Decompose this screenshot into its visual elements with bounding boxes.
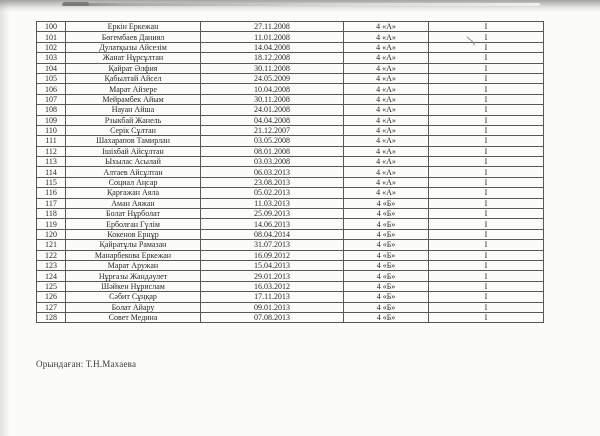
row-number-cell: 124: [37, 271, 66, 281]
mark-cell: I: [429, 198, 544, 208]
mark-cell: I: [429, 53, 544, 63]
student-name-cell: Социал Аңсар: [66, 177, 201, 187]
row-number-cell: 108: [37, 105, 66, 115]
table-row: [37, 115, 544, 125]
birth-date-cell: 24.05.2009: [201, 73, 344, 83]
row-number-cell: 118: [37, 209, 66, 219]
mark-cell: I: [429, 229, 544, 239]
mark-cell: I: [429, 281, 544, 291]
row-number-cell: 117: [37, 198, 66, 208]
birth-date-cell: 30.11.2008: [201, 63, 344, 73]
table-row: [37, 271, 544, 281]
grade-class-cell: 4 «А»: [344, 136, 429, 146]
student-name-cell: Сәбит Сұңқар: [66, 292, 201, 302]
student-name-cell: Совет Медина: [66, 312, 201, 322]
mark-cell: I: [429, 219, 544, 229]
mark-cell: I: [429, 157, 544, 167]
birth-date-cell: 18.12.2008: [201, 53, 344, 63]
grade-class-cell: 4 «Б»: [344, 271, 429, 281]
table-row: [37, 292, 544, 302]
birth-date-cell: 17.11.2013: [201, 292, 344, 302]
table-row: [37, 125, 544, 135]
birth-date-cell: 30.11.2008: [201, 94, 344, 104]
grade-class-cell: 4 «Б»: [344, 292, 429, 302]
birth-date-cell: 11.03.2013: [201, 198, 344, 208]
row-number-cell: 107: [37, 94, 66, 104]
student-name-cell: Серік Сұлтан: [66, 125, 201, 135]
mark-cell: I: [429, 136, 544, 146]
grade-class-cell: 4 «А»: [344, 84, 429, 94]
student-name-cell: Қайратұлы Рамазан: [66, 240, 201, 250]
row-number-cell: 121: [37, 240, 66, 250]
mark-cell: I: [429, 63, 544, 73]
table-row: [37, 63, 544, 73]
mark-cell: I: [429, 32, 544, 42]
grade-class-cell: 4 «А»: [344, 125, 429, 135]
birth-date-cell: 08.04.2014: [201, 229, 344, 239]
birth-date-cell: 14.04.2008: [201, 42, 344, 52]
grade-class-cell: 4 «Б»: [344, 312, 429, 322]
mark-cell: I: [429, 260, 544, 270]
student-name-cell: Манарбекова Еркежан: [66, 250, 201, 260]
grade-class-cell: 4 «А»: [344, 73, 429, 83]
mark-cell: I: [429, 73, 544, 83]
mark-cell: I: [429, 312, 544, 322]
birth-date-cell: 09.01.2013: [201, 302, 344, 312]
mark-cell: I: [429, 94, 544, 104]
grade-class-cell: 4 «А»: [344, 167, 429, 177]
birth-date-cell: 05.02.2013: [201, 188, 344, 198]
mark-cell: I: [429, 167, 544, 177]
mark-cell: I: [429, 146, 544, 156]
row-number-cell: 122: [37, 250, 66, 260]
table-row: [37, 136, 544, 146]
scanner-left-shading: [0, 0, 10, 436]
grade-class-cell: 4 «Б»: [344, 250, 429, 260]
birth-date-cell: 15.04.2013: [201, 260, 344, 270]
row-number-cell: 110: [37, 125, 66, 135]
student-name-cell: Кокенов Ернұр: [66, 229, 201, 239]
scanner-streak-artifact: [62, 3, 540, 6]
mark-cell: I: [429, 188, 544, 198]
table-row: [37, 177, 544, 187]
row-number-cell: 109: [37, 115, 66, 125]
grade-class-cell: 4 «Б»: [344, 260, 429, 270]
table-row: [37, 105, 544, 115]
grade-class-cell: 4 «А»: [344, 53, 429, 63]
student-name-cell: Болат Нұрболат: [66, 209, 201, 219]
student-name-cell: Ішіхбай Айсұлтан: [66, 146, 201, 156]
student-name-cell: Рзыкбай Жанель: [66, 115, 201, 125]
birth-date-cell: 29.01.2013: [201, 271, 344, 281]
student-name-cell: Ыхылас Асылай: [66, 157, 201, 167]
grade-class-cell: 4 «А»: [344, 115, 429, 125]
table-row: [37, 229, 544, 239]
grade-class-cell: 4 «А»: [344, 94, 429, 104]
student-name-cell: Марат Айзере: [66, 84, 201, 94]
student-name-cell: Мейрамбек Айым: [66, 94, 201, 104]
mark-cell: I: [429, 177, 544, 187]
birth-date-cell: 03.05.2008: [201, 136, 344, 146]
student-name-cell: Марат Аружан: [66, 260, 201, 270]
student-name-cell: Шахарапов Тамирлан: [66, 136, 201, 146]
student-name-cell: Еркін Еркежан: [66, 22, 201, 32]
table-row: [37, 219, 544, 229]
student-name-cell: Қарғажан Аяла: [66, 188, 201, 198]
birth-date-cell: 16.09.2012: [201, 250, 344, 260]
table-row: [37, 188, 544, 198]
grade-class-cell: 4 «Б»: [344, 198, 429, 208]
student-name-cell: Бөгембаев Даниял: [66, 32, 201, 42]
grade-class-cell: 4 «Б»: [344, 209, 429, 219]
student-name-cell: Аман Аяжан: [66, 198, 201, 208]
grade-class-cell: 4 «А»: [344, 105, 429, 115]
grade-class-cell: 4 «Б»: [344, 302, 429, 312]
birth-date-cell: 14.06.2013: [201, 219, 344, 229]
row-number-cell: 127: [37, 302, 66, 312]
table-row: [37, 84, 544, 94]
row-number-cell: 100: [37, 22, 66, 32]
mark-cell: I: [429, 209, 544, 219]
row-number-cell: 105: [37, 73, 66, 83]
student-name-cell: Ерболған Гүлім: [66, 219, 201, 229]
birth-date-cell: 25.09.2013: [201, 209, 344, 219]
birth-date-cell: 27.11.2008: [201, 22, 344, 32]
table-row: [37, 167, 544, 177]
student-name-cell: Жанат Нұрсұлтан: [66, 53, 201, 63]
mark-cell: I: [429, 271, 544, 281]
table-row: [37, 250, 544, 260]
birth-date-cell: 06.03.2013: [201, 167, 344, 177]
birth-date-cell: 21.12.2007: [201, 125, 344, 135]
birth-date-cell: 16.03.2012: [201, 281, 344, 291]
grade-class-cell: 4 «А»: [344, 32, 429, 42]
row-number-cell: 111: [37, 136, 66, 146]
table-row: [37, 209, 544, 219]
row-number-cell: 120: [37, 229, 66, 239]
row-number-cell: 115: [37, 177, 66, 187]
row-number-cell: 119: [37, 219, 66, 229]
grade-class-cell: 4 «А»: [344, 177, 429, 187]
pencil-tick-mark: [466, 33, 478, 43]
birth-date-cell: 03.03.2008: [201, 157, 344, 167]
grade-class-cell: 4 «А»: [344, 42, 429, 52]
mark-cell: I: [429, 115, 544, 125]
grade-class-cell: 4 «А»: [344, 146, 429, 156]
birth-date-cell: 11.01.2008: [201, 32, 344, 42]
student-name-cell: Болат Айару: [66, 302, 201, 312]
mark-cell: I: [429, 84, 544, 94]
row-number-cell: 126: [37, 292, 66, 302]
row-number-cell: 102: [37, 42, 66, 52]
grade-class-cell: 4 «А»: [344, 63, 429, 73]
table-row: [37, 53, 544, 63]
student-name-cell: Шәйкен Нұрислам: [66, 281, 201, 291]
table-row: [37, 260, 544, 270]
table-row: [37, 146, 544, 156]
student-name-cell: Қабылтай Айсел: [66, 73, 201, 83]
row-number-cell: 123: [37, 260, 66, 270]
row-number-cell: 113: [37, 157, 66, 167]
table-row: [37, 312, 544, 322]
birth-date-cell: 31.07.2013: [201, 240, 344, 250]
table-row: [37, 94, 544, 104]
birth-date-cell: 10.04.2008: [201, 84, 344, 94]
table-row: [37, 157, 544, 167]
table-row: [37, 198, 544, 208]
student-name-cell: Қайрат Әлфия: [66, 63, 201, 73]
grade-class-cell: 4 «А»: [344, 157, 429, 167]
grade-class-cell: 4 «Б»: [344, 229, 429, 239]
row-number-cell: 128: [37, 312, 66, 322]
row-number-cell: 116: [37, 188, 66, 198]
row-number-cell: 112: [37, 146, 66, 156]
birth-date-cell: 07.08.2013: [201, 312, 344, 322]
mark-cell: I: [429, 292, 544, 302]
mark-cell: I: [429, 240, 544, 250]
mark-cell: I: [429, 250, 544, 260]
grade-class-cell: 4 «Б»: [344, 281, 429, 291]
mark-cell: I: [429, 42, 544, 52]
mark-cell: I: [429, 22, 544, 32]
birth-date-cell: 23.08.2013: [201, 177, 344, 187]
table-row: [37, 281, 544, 291]
mark-cell: I: [429, 125, 544, 135]
scanner-dark-spot-artifact: [63, 2, 89, 6]
executor-note: Орындаған: Т.Н.Махаева: [36, 359, 137, 369]
mark-cell: I: [429, 302, 544, 312]
grade-class-cell: 4 «А»: [344, 188, 429, 198]
birth-date-cell: 24.01.2008: [201, 105, 344, 115]
birth-date-cell: 04.04.2008: [201, 115, 344, 125]
student-name-cell: Науан Айша: [66, 105, 201, 115]
table-row: [37, 22, 544, 32]
birth-date-cell: 08.01.2008: [201, 146, 344, 156]
table-row: [37, 240, 544, 250]
row-number-cell: 101: [37, 32, 66, 42]
table-row: [37, 73, 544, 83]
row-number-cell: 114: [37, 167, 66, 177]
grade-class-cell: 4 «Б»: [344, 240, 429, 250]
student-name-cell: Алтаев Айсұлтан: [66, 167, 201, 177]
mark-cell: I: [429, 105, 544, 115]
row-number-cell: 125: [37, 281, 66, 291]
student-name-cell: Дулатқызы Айсезім: [66, 42, 201, 52]
row-number-cell: 106: [37, 84, 66, 94]
row-number-cell: 103: [37, 53, 66, 63]
grade-class-cell: 4 «А»: [344, 22, 429, 32]
table-row: [37, 302, 544, 312]
student-name-cell: Нұрғазы Жандәулет: [66, 271, 201, 281]
student-table-body: [37, 22, 544, 323]
grade-class-cell: 4 «Б»: [344, 219, 429, 229]
row-number-cell: 104: [37, 63, 66, 73]
scanner-edge-artifact: [0, 0, 600, 12]
student-roster-table: [36, 21, 544, 323]
